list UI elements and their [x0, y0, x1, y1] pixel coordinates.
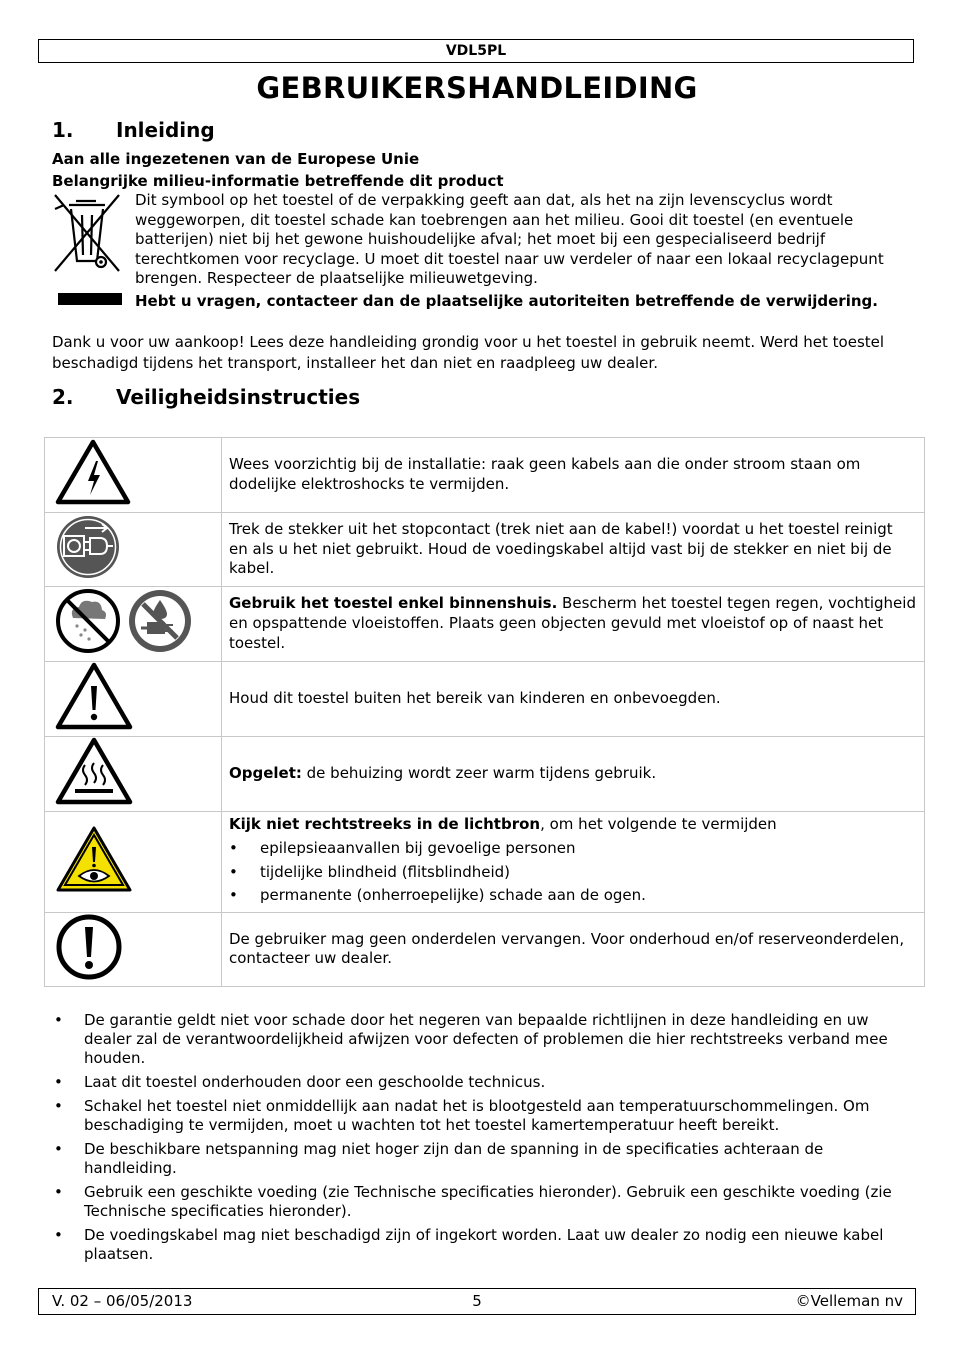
safety-text: Trek de stekker uit het stopcontact (trek niet aan de kabel!) voordat u het toestel reinigt en als u het niet gebruikt. Houd de voedingskabel altijd vast bij de stekker en niet bij de kabel. [229, 519, 893, 578]
list-item: • Laat dit toestel onderhouden door een geschoolde technicus. [52, 1073, 897, 1092]
safety-bold-text: Gebruik het toestel enkel binnenshuis. [229, 594, 558, 613]
eu-heading: Aan alle ingezetenen van de Europese Unie [52, 150, 420, 168]
list-item: • De voedingskabel mag niet beschadigd zijn of ingekort worden. Laat uw dealer zo nodig een nieuwe kabel plaatsen. [52, 1226, 897, 1264]
safety-bold-text: Opgelet: [229, 763, 302, 782]
thanks-paragraph: Dank u voor uw aankoop! Lees deze handleiding grondig voor u het toestel in gebruik neemt. Werd het toestel beschadigd tijdens het transport, installeer het dan niet en raadpleeg uw dealer. [52, 333, 885, 372]
safety-text-cell [222, 438, 925, 513]
safety-icon-cell [45, 662, 222, 737]
section-2-number: 2. [52, 385, 74, 409]
copyright: ©Velleman nv [795, 1292, 903, 1310]
safety-row [45, 662, 925, 737]
safety-row [45, 587, 925, 662]
weee-description: Dit symbool op het toestel of de verpakking geeft aan dat, als het na zijn levenscyclus wordt weggeworpen, dit toestel schade kan toebrengen aan het milieu. Gooi dit toestel (en eventuele batterijen) niet bij het gewone huishoudelijke afval; het moet bij een gespecialiseerd bedrijf terechtkomen voor recyclage. U moet dit toestel naar uw verdeler of naar een lokaal recyclagepunt brengen. Respecteer de plaatselijke milieuwetgeving. [135, 191, 884, 288]
safety-icon-cell [45, 513, 222, 587]
list-item: • permanente (onherroepelijke) schade aan de ogen. [229, 884, 916, 908]
safety-icon-cell [45, 912, 222, 987]
list-item: • Schakel het toestel niet onmiddellijk aan nadat het is blootgesteld aan temperatuurschommelingen. Om beschadiging te vermijden, moet u wachten tot het toestel kamertemperatuur heeft bereikt. [52, 1097, 897, 1135]
safety-text-cell [222, 736, 925, 811]
exclamation-circle-icon [55, 967, 123, 985]
general-warning-icon [55, 716, 133, 734]
light-warning-list [229, 837, 916, 908]
safety-text-cell [222, 811, 925, 912]
safety-row [45, 513, 925, 587]
safety-text-cell [222, 513, 925, 587]
safety-text: Bescherm het toestel tegen regen, vochtigheid en opspattende vloeistoffen. Plaats geen objecten gevuld met vloeistof op of naast het toestel. [229, 594, 916, 652]
version-date: V. 02 – 06/05/2013 [52, 1292, 193, 1310]
safety-bullet-list [52, 1011, 897, 1269]
list-item: • tijdelijke blindheid (flitsblindheid) [229, 861, 916, 885]
environment-heading: Belangrijke milieu-informatie betreffende dit product [52, 172, 504, 190]
section-1-number: 1. [52, 118, 74, 142]
document-header [38, 39, 914, 63]
safety-text-cell [222, 662, 925, 737]
safety-table [44, 437, 925, 987]
list-item: • epilepsieaanvallen bij gevoelige personen [229, 837, 916, 861]
safety-text-cell [222, 912, 925, 987]
safety-row [45, 912, 925, 987]
safety-icon-cell [45, 438, 222, 513]
safety-icon-cell [45, 736, 222, 811]
safety-row [45, 736, 925, 811]
list-item: • Gebruik een geschikte voeding (zie Technische specificaties hieronder). Gebruik een geschikte voeding (zie Technische specificaties hieronder). [52, 1183, 897, 1221]
safety-text: , om het volgende te vermijden [540, 815, 777, 834]
electric-shock-warning-icon [55, 491, 131, 509]
model-number: VDL5PL [445, 43, 507, 59]
safety-row [45, 438, 925, 513]
eye-light-warning-icon [55, 879, 133, 897]
unplug-mains-icon [55, 566, 121, 584]
hot-surface-warning-icon [55, 791, 133, 809]
page-title: GEBRUIKERSHANDLEIDING [256, 71, 698, 105]
safety-bold-text: Kijk niet rechtstreeks in de lichtbron [229, 815, 541, 834]
weee-contact-note: Hebt u vragen, contacteer dan de plaatselijke autoriteiten betreffende de verwijdering. [135, 292, 878, 310]
page-number: 5 [472, 1292, 482, 1310]
safety-icon-cell [45, 811, 222, 912]
no-rain-no-liquid-icon [55, 640, 195, 658]
safety-row [45, 811, 925, 912]
safety-text: De gebruiker mag geen onderdelen vervangen. Voor onderhoud en/of reserveonderdelen, contacteer uw dealer. [229, 929, 905, 968]
safety-text: Wees voorzichtig bij de installatie: raak geen kabels aan die onder stroom staan om dodelijke elektroshocks te vermijden. [229, 455, 861, 493]
safety-text: de behuizing wordt zeer warm tijdens gebruik. [301, 763, 657, 782]
safety-text-cell [222, 587, 925, 662]
section-1-heading [52, 117, 215, 143]
section-1-title: Inleiding [116, 118, 215, 142]
weee-crossed-bin-icon [52, 193, 122, 305]
list-item: • De garantie geldt niet voor schade door het negeren van bepaalde richtlijnen in deze handleiding en uw dealer zal de verantwoordelijkheid afwijzen voor defecten of problemen die hier rechtstreeks verband mee houden. [52, 1011, 897, 1069]
section-2-title: Veiligheidsinstructies [116, 385, 361, 409]
safety-text: Houd dit toestel buiten het bereik van kinderen en onbevoegden. [229, 689, 721, 707]
section-2-heading [52, 384, 360, 410]
safety-icon-cell [45, 587, 222, 662]
document-footer [38, 1288, 916, 1315]
list-item: • De beschikbare netspanning mag niet hoger zijn dan de spanning in de specificaties achteraan de handleiding. [52, 1140, 897, 1178]
